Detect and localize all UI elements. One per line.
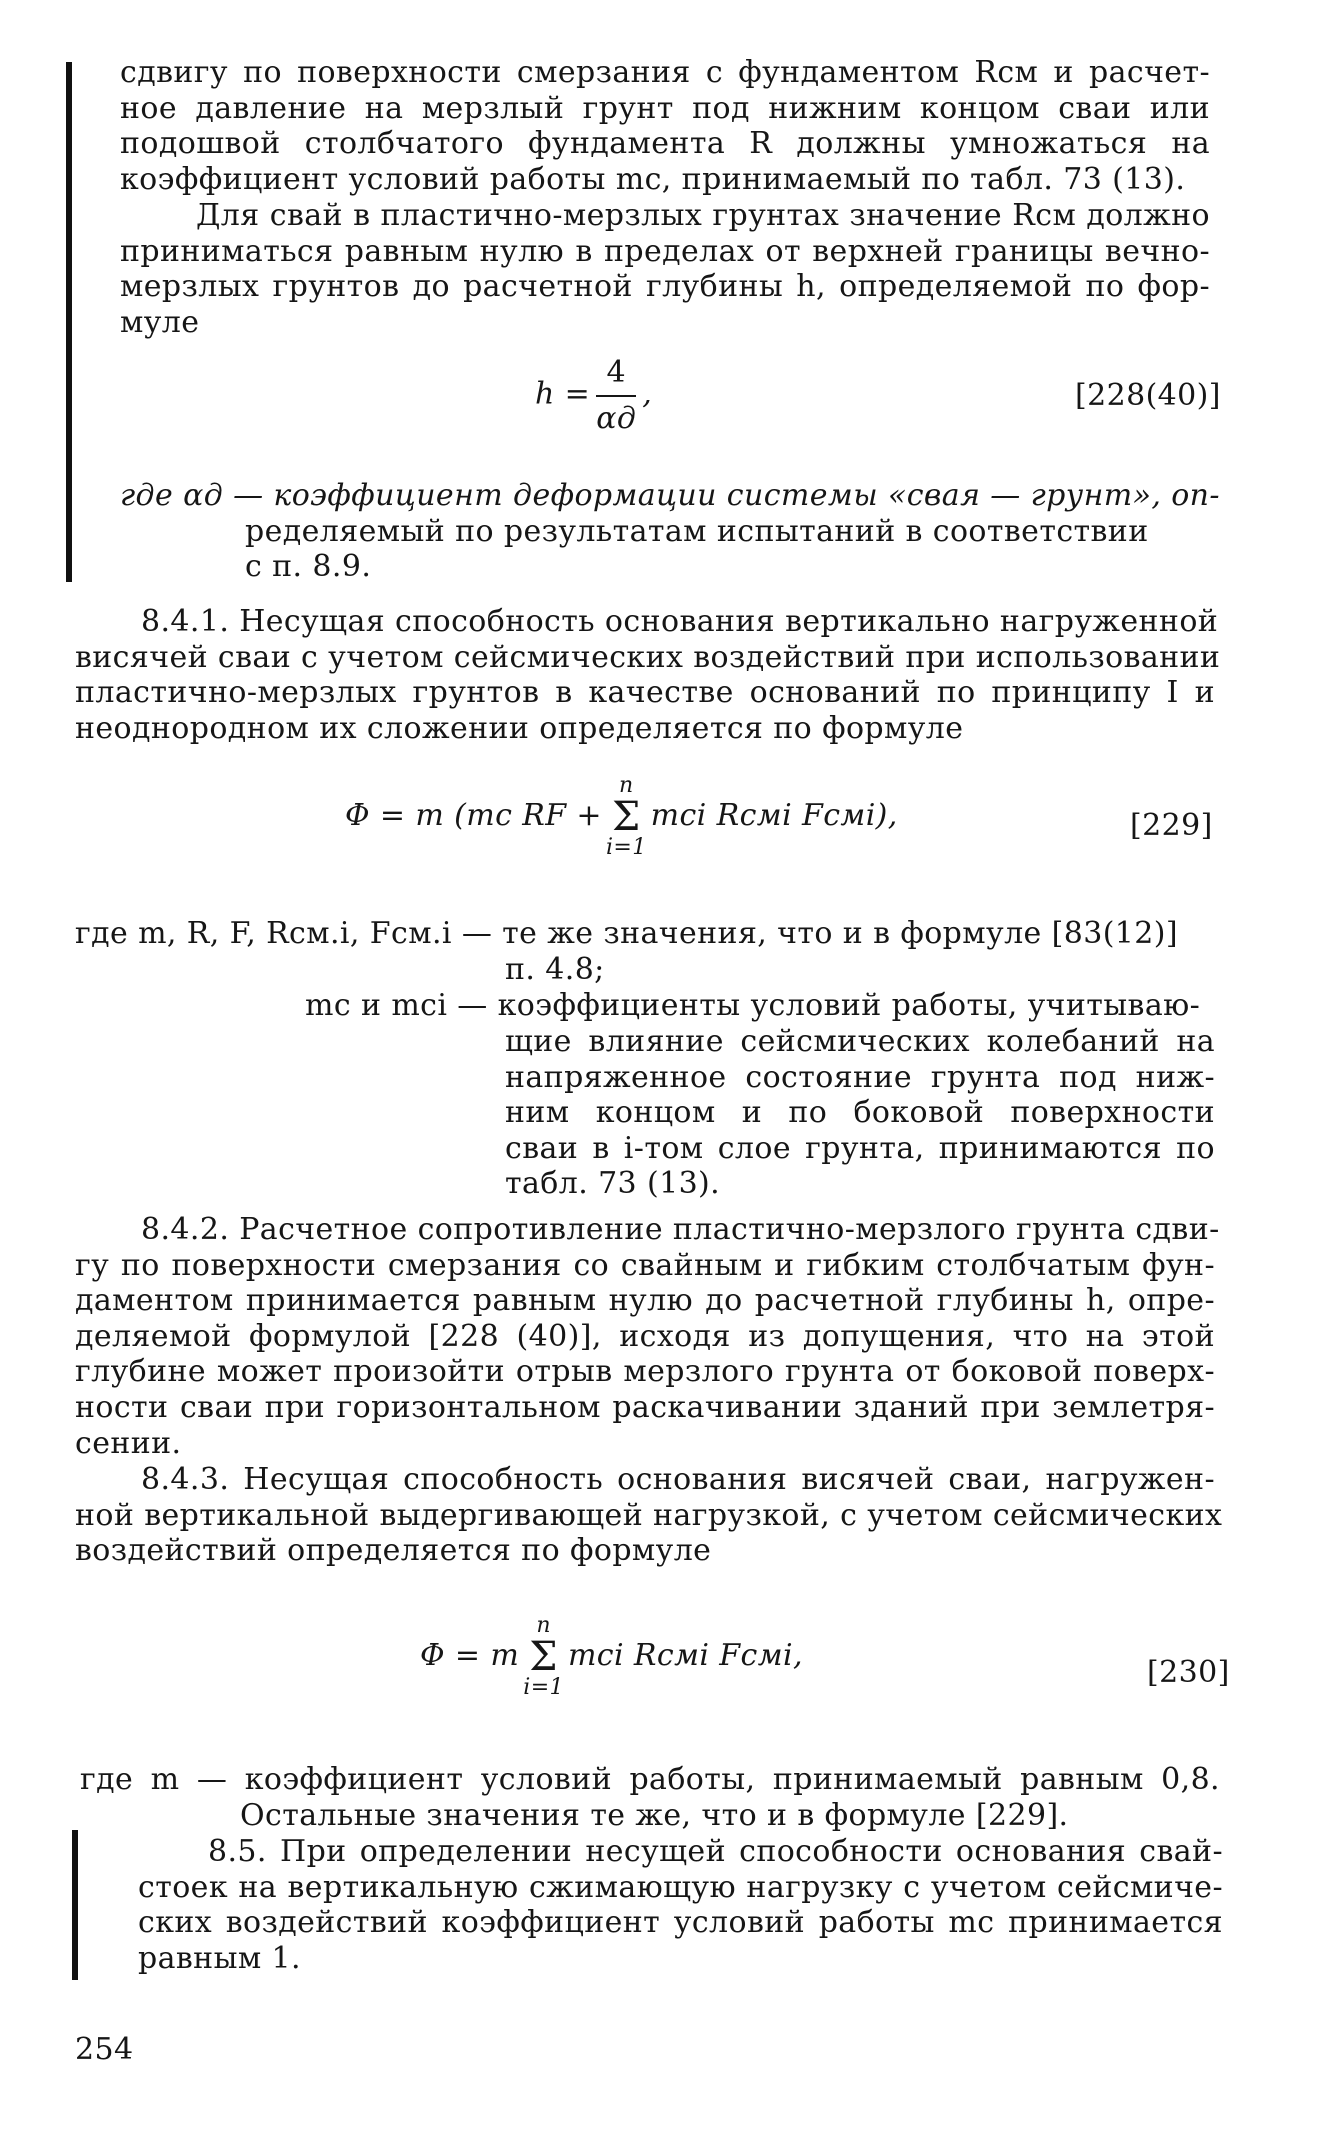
text-line: щие влияние сейсмических колебаний на [505, 1024, 1215, 1059]
paragraph-8-5 [138, 1834, 1223, 1976]
paragraph [120, 198, 1210, 340]
text-line: глубине может произойти отрыв мерзлого грунта от боковой поверх- [75, 1354, 1215, 1390]
formula-lhs: h = [535, 376, 591, 412]
definition-continuation [505, 1024, 1215, 1202]
text-line: гу по поверхности смерзания со свайным и гибким столбчатым фун- [75, 1247, 1215, 1283]
formula-number: [229] [1130, 808, 1213, 843]
text-line: ное давление на мерзлый грунт под нижним концом сваи или [120, 90, 1210, 126]
text-line: 8.4.2. Расчетное сопротивление пластично-мерзлого грунта сдви- [141, 1212, 1220, 1247]
fraction [596, 355, 636, 436]
summation [606, 775, 647, 859]
sum-lower-limit: i=1 [523, 1675, 564, 1700]
page-number: 254 [75, 2032, 134, 2067]
text-line: муле [120, 304, 200, 340]
text-line: 8.4.1. Несущая способность основания вертикально нагруженной [141, 604, 1219, 639]
formula-definition [120, 478, 1220, 585]
text-line: ских воздействий коэффициент условий работы mс принимается [138, 1905, 1223, 1941]
text-line: ределяемый по результатам испытаний в соответствии [245, 513, 1149, 549]
sum-upper-limit: n [536, 1613, 551, 1638]
text-line: подошвой столбчатого фундамента R должны умножаться на [120, 126, 1210, 162]
text-line: Остальные значения те же, что и в формуле [229]. [240, 1797, 1069, 1833]
formula-definition [80, 1762, 1220, 1833]
text-line: с п. 8.9. [245, 549, 372, 585]
text-line: сваи в i-том слое грунта, принимаются по [505, 1130, 1215, 1166]
fraction-numerator: 4 [596, 355, 636, 397]
formula-number: [228(40)] [1075, 378, 1221, 413]
text-line: 8.5. При определении несущей способности основания свай- [208, 1834, 1223, 1869]
text-line: ности сваи при горизонтальном раскачивании зданий при землетря- [75, 1389, 1215, 1425]
text-line: равным 1. [138, 1940, 301, 1976]
formula-number: [230] [1147, 1655, 1230, 1690]
summation [523, 1615, 564, 1699]
text-line: ним концом и по боковой поверхности [505, 1095, 1215, 1131]
margin-change-bar [72, 1830, 78, 1980]
paragraph-8-4-1 [75, 604, 1221, 746]
formula-trail: , [642, 376, 653, 412]
sum-lower-limit: i=1 [605, 835, 647, 860]
text-line: напряженное состояние грунта под ниж- [505, 1059, 1215, 1095]
text-line: деляемой формулой [228 (40)], исходя из допущения, что на этой [75, 1318, 1215, 1354]
formula-230 [420, 1615, 803, 1699]
text-line: висячей сваи с учетом сейсмических воздействий при использовании [75, 639, 1221, 675]
paragraph-8-4-3 [75, 1462, 1223, 1569]
text-line: мерзлых грунтов до расчетной глубины h, определяемой по фор- [120, 269, 1210, 305]
formula-left: Φ = m (mc RF + [345, 798, 602, 833]
text-line: сении. [75, 1425, 182, 1461]
text-line: неоднородном их сложении определяется по формуле [75, 710, 964, 746]
text-line: Для свай в пластично-мерзлых грунтах значение Rсм должно [196, 198, 1210, 233]
definition-line: п. 4.8; [505, 952, 605, 987]
fraction-denominator: αд [596, 400, 637, 436]
text-line: воздействий определяется по формуле [75, 1533, 712, 1569]
paragraph-8-4-2 [75, 1212, 1220, 1461]
formula-right: mci Rсмi Fсмi, [567, 1638, 803, 1673]
text-line: табл. 73 (13). [505, 1166, 721, 1202]
formula-228 [535, 355, 652, 436]
paragraph-continued [120, 55, 1210, 197]
margin-change-bar [66, 62, 72, 582]
text-line: приниматься равным нулю в пределах от верхней границы вечно- [120, 233, 1210, 269]
sum-sign: Σ [611, 794, 641, 840]
text-line: сдвигу по поверхности смерзания с фундаментом Rсм и расчет- [120, 55, 1210, 90]
formula-229 [345, 775, 898, 859]
text-line: ной вертикальной выдергивающей нагрузкой, с учетом сейсмических [75, 1497, 1223, 1533]
text-line: 8.4.3. Несущая способность основания висячей сваи, нагружен- [141, 1462, 1215, 1497]
formula-left: Φ = m [420, 1638, 520, 1673]
text-line: где m — коэффициент условий работы, принимаемый равным 0,8. [80, 1762, 1220, 1797]
definition-line: mс и mci — коэффициенты условий работы, учитываю- [305, 988, 1201, 1023]
sum-sign: Σ [529, 1634, 558, 1680]
text-line: где αд — коэффициент деформации системы «свая — грунт», оп- [120, 478, 1220, 513]
formula-right: mci Rсмi Fсмi), [650, 798, 898, 833]
definition-line: где m, R, F, Rсм.i, Fсм.i — те же значения, что и в формуле [83(12)] [75, 916, 1178, 951]
text-line: пластично-мерзлых грунтов в качестве оснований по принципу I и [75, 675, 1215, 711]
text-line: даментом принимается равным нулю до расчетной глубины h, опре- [75, 1283, 1215, 1319]
sum-upper-limit: n [619, 773, 634, 798]
text-line: коэффициент условий работы mс, принимаемый по табл. 73 (13). [120, 161, 1186, 197]
text-line: стоек на вертикальную сжимающую нагрузку с учетом сейсмиче- [138, 1869, 1223, 1905]
